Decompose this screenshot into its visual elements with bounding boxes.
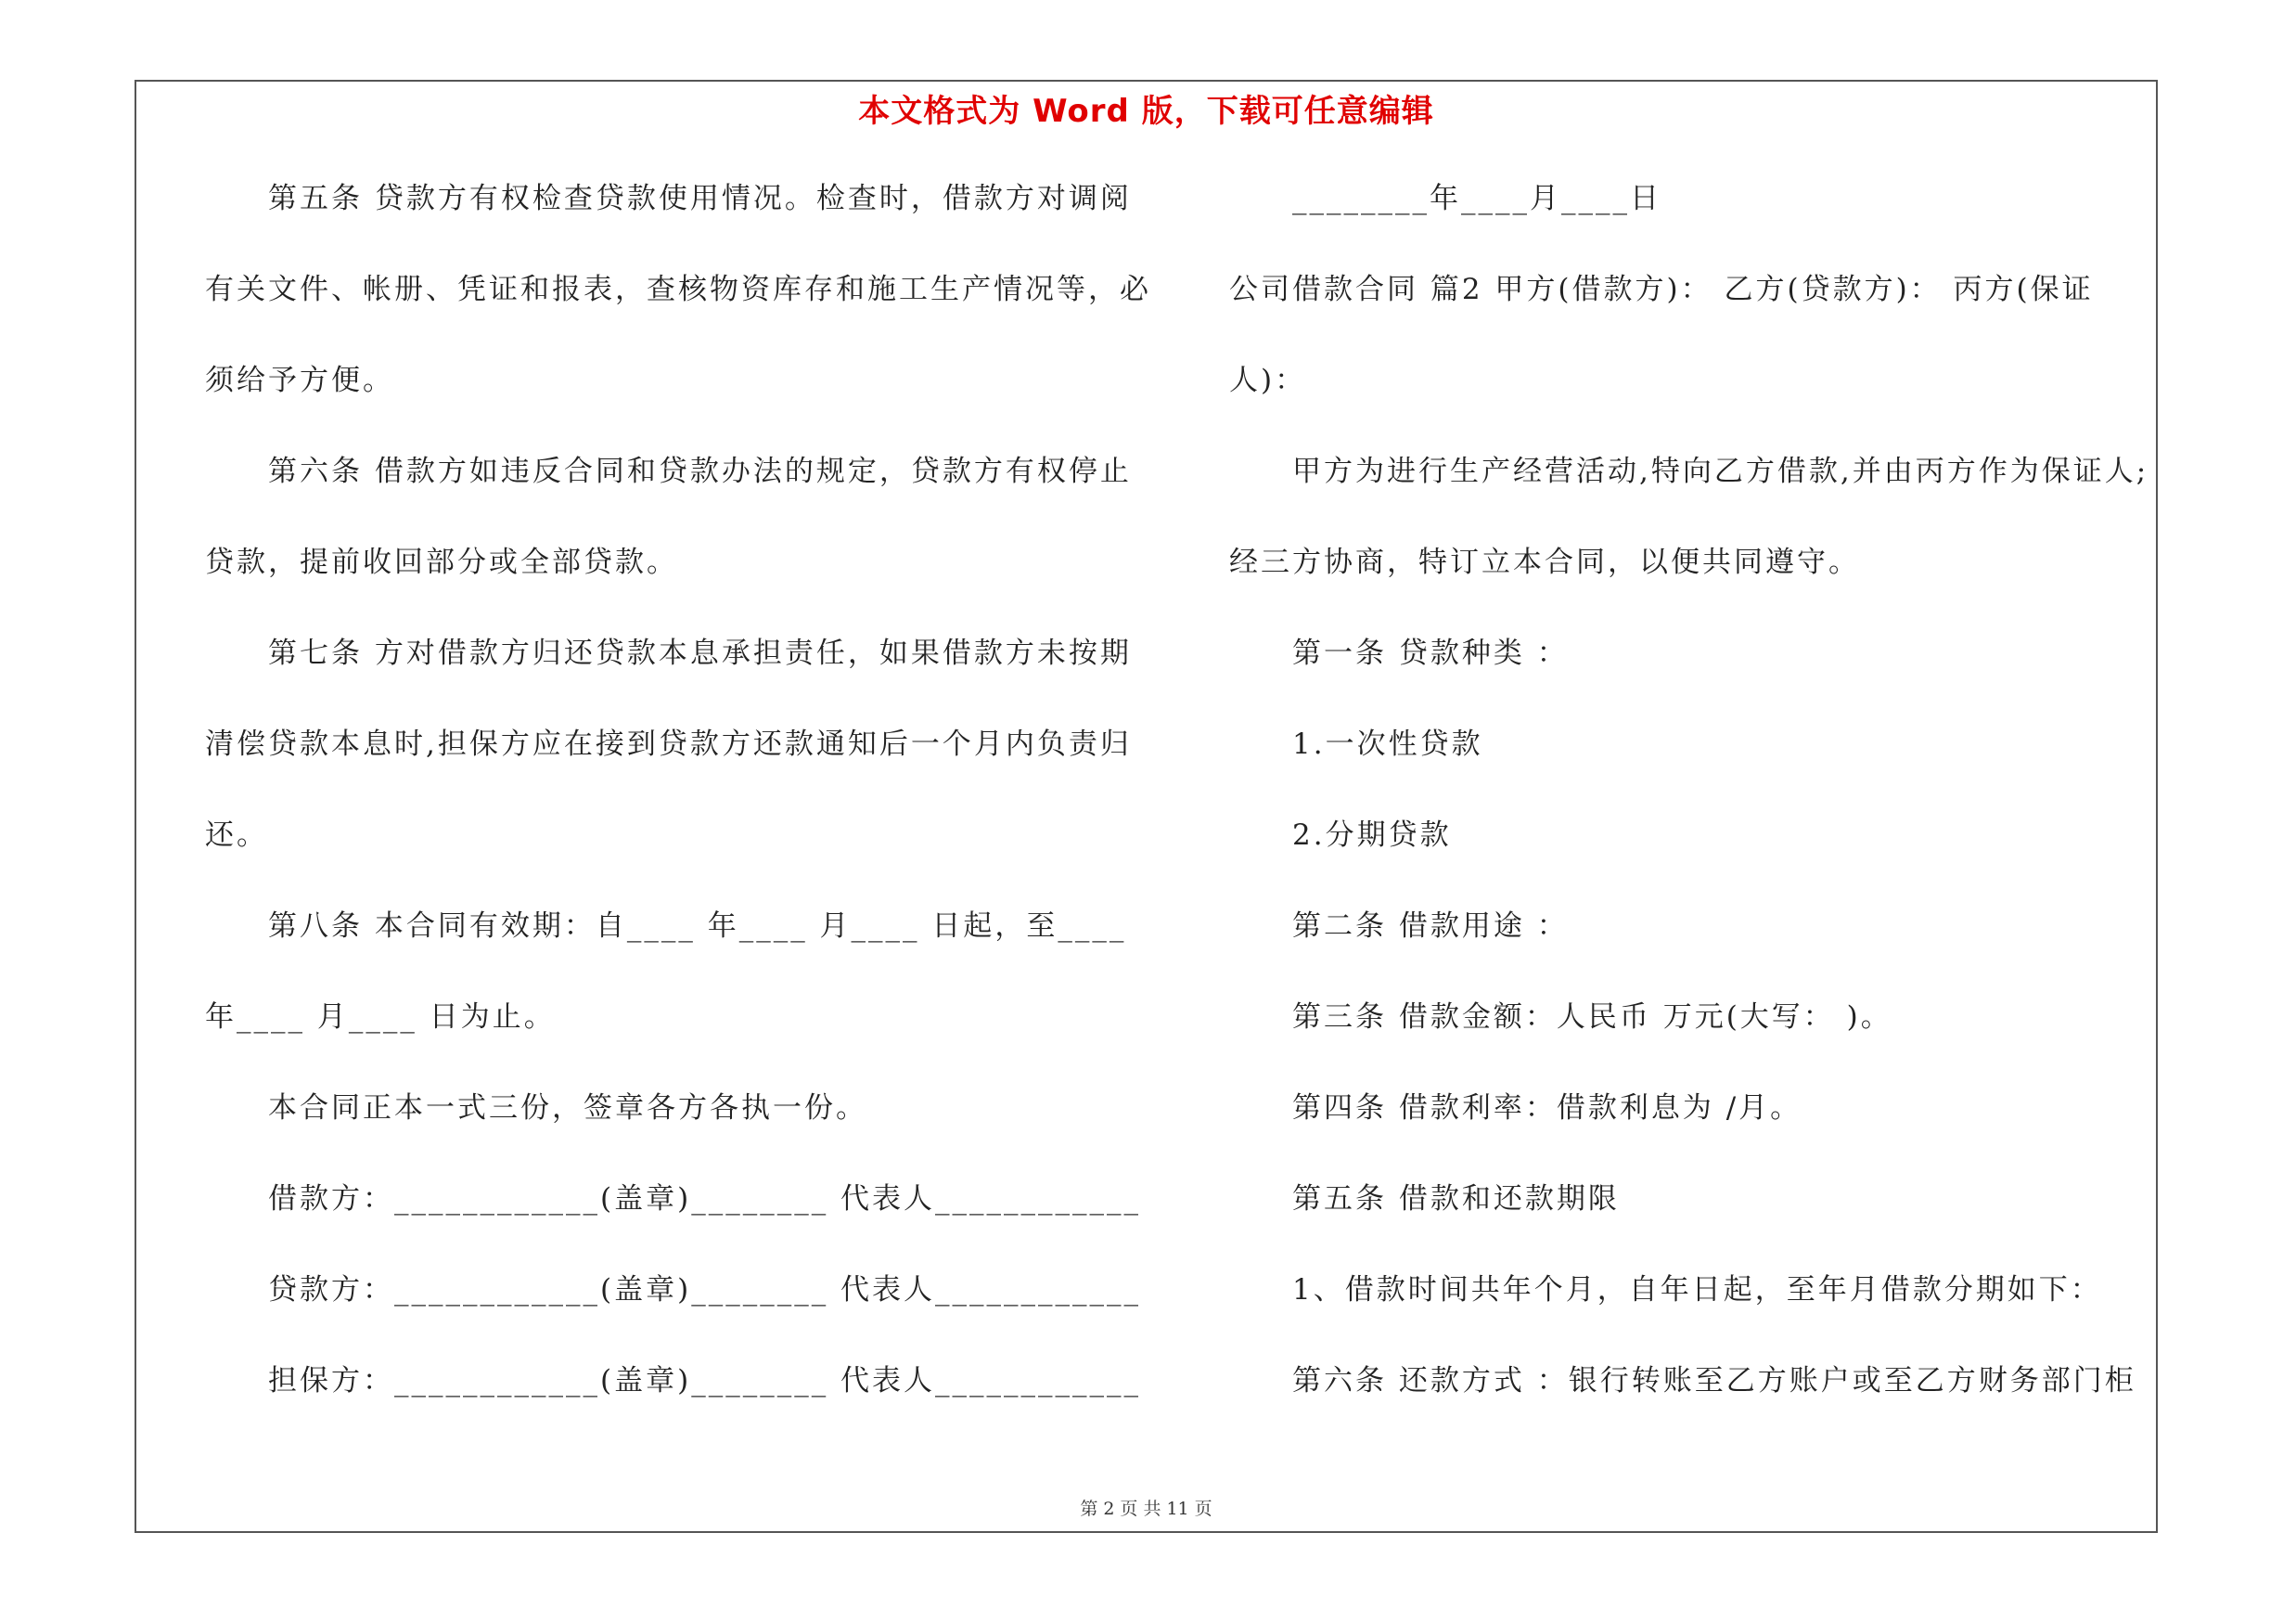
text-line: ________年____月____日	[1292, 182, 1661, 215]
text-line: 担保方：____________(盖章)________ 代表人____________	[268, 1364, 1142, 1398]
text-line: 甲方为进行生产经营活动,特向乙方借款,并由丙方作为保证人;	[1292, 455, 2149, 488]
text-line: 借款方：____________(盖章)________ 代表人____________	[268, 1182, 1142, 1216]
footer-mid: 页 共	[1120, 1499, 1161, 1519]
footer-suffix: 页	[1194, 1499, 1212, 1519]
text-line: 第三条 借款金额：人民币 万元(大写： )。	[1292, 1000, 1892, 1034]
right-column	[1229, 182, 2157, 1455]
text-line: 第六条 借款方如违反合同和贷款办法的规定，贷款方有权停止	[268, 455, 1132, 488]
text-line: 第一条 贷款种类 ：	[1292, 637, 1569, 670]
footer-prefix: 第	[1080, 1499, 1098, 1519]
text-line: 年____ 月____ 日为止。	[205, 1000, 556, 1034]
text-line: 第八条 本合同有效期：自____ 年____ 月____ 日起，至____	[268, 909, 1127, 943]
text-line: 须给予方便。	[205, 364, 394, 397]
left-column	[205, 182, 1151, 1455]
footer-total-pages: 11	[1166, 1499, 1189, 1519]
text-line: 第二条 借款用途 ：	[1292, 909, 1569, 943]
text-line: 第七条 方对借款方归还贷款本息承担责任，如果借款方未按期	[268, 637, 1132, 670]
text-line: 清偿贷款本息时,担保方应在接到贷款方还款通知后一个月内负责归	[205, 728, 1132, 761]
page-footer	[135, 1495, 2158, 1520]
text-line: 贷款方：____________(盖章)________ 代表人____________	[268, 1273, 1142, 1307]
format-banner: 本文格式为 Word 版，下载可任意编辑	[858, 93, 1434, 130]
text-line: 贷款，提前收回部分或全部贷款。	[205, 546, 678, 579]
text-line: 本合同正本一式三份，签章各方各执一份。	[268, 1091, 867, 1125]
text-line: 第四条 借款利率：借款利息为 /月。	[1292, 1091, 1802, 1125]
text-line: 第五条 借款和还款期限	[1292, 1182, 1620, 1216]
text-line: 人)：	[1229, 364, 1307, 397]
text-line: 1.一次性贷款	[1292, 728, 1483, 761]
text-line: 还。	[205, 818, 268, 852]
text-line: 第六条 还款方式 ：银行转账至乙方账户或至乙方财务部门柜	[1292, 1364, 2136, 1398]
footer-current-page: 2	[1103, 1499, 1115, 1519]
text-line: 有关文件、帐册、凭证和报表，查核物资库存和施工生产情况等，必	[205, 273, 1151, 306]
text-line: 第五条 贷款方有权检查贷款使用情况。检查时，借款方对调阅	[268, 182, 1132, 215]
text-line: 2.分期贷款	[1292, 818, 1452, 852]
text-line: 经三方协商，特订立本合同，以便共同遵守。	[1229, 546, 1860, 579]
text-line: 1、借款时间共年个月，自年日起，至年月借款分期如下：	[1292, 1273, 2102, 1307]
text-line: 公司借款合同 篇2 甲方(借款方)： 乙方(贷款方)： 丙方(保证	[1229, 273, 2094, 306]
